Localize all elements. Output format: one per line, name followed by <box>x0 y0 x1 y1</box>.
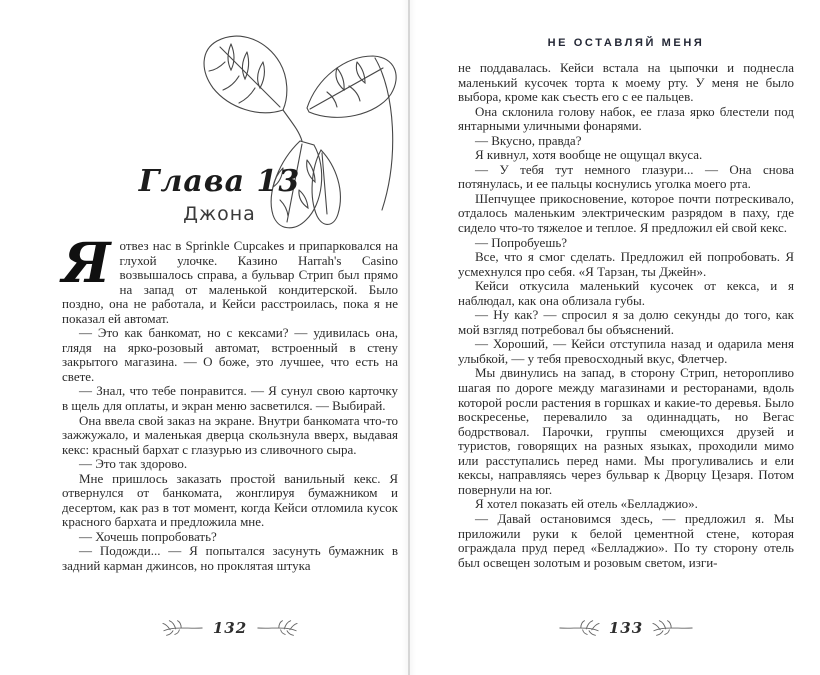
paragraph: Мы двинулись на запад, в сторону Стрип, неторопливо шагая по дороге между магазинами и ресторанами, вдоль которой росли растения в горшках и какие-то деревья. Было воскресенье, перевалило за одиннадцать, но Вегас бодрствовал. Парочки, группы смеющихся друзей и туристов, говорящих на разных языках, проходили мимо или расступались перед нами. Мы прогуливались и ели кексы, направляясь через бульвар к Дворцу Цезаря. Потом повернули на юг. <box>458 365 794 497</box>
chapter-title: Глава 13 <box>138 164 301 199</box>
right-page-text <box>458 61 794 570</box>
paragraph: — Это так здорово. <box>79 456 188 472</box>
paragraph: Все, что я смог сделать. Предложил ей попробовать. Я усмехнулся про себя. «Я Тарзан, ты Джейн». <box>458 249 794 279</box>
drop-cap: Я <box>62 230 111 295</box>
page-left <box>62 0 398 675</box>
chapter-subtitle: Джона <box>183 203 256 225</box>
page-right <box>458 0 794 675</box>
paragraph: — Давай остановимся здесь, — предложил я. Мы приложили руки к белой цементной стене, которая ограждала пруд перед «Белладжио». По ту сторону отель был освещен золотым и розовым светом, изги- <box>458 510 794 570</box>
left-page-footer <box>62 619 398 637</box>
paragraph: — Вкусно, правда? <box>475 132 582 148</box>
running-header: НЕ ОСТАВЛЯЙ МЕНЯ <box>547 37 705 49</box>
leaf-flourish-icon <box>558 620 600 636</box>
leaf-flourish-icon <box>652 620 694 636</box>
paragraph: Я хотел показать ей отель «Белладжио». <box>475 496 698 512</box>
paragraph: не поддавалась. Кейси встала на цыпочки и поднесла маленький кусочек торта к моему рту. У меня не было выбора, кроме как съесть его с ее пальцев. <box>458 60 794 105</box>
paragraph: Шепчущее прикосновение, которое почти потрескивало, отдалось маленьким электрическим разрядом в паху, где сидело что-то тяжелое и теплое. Я предложил ей свой кекс. <box>458 190 794 236</box>
paragraph: Она склонила голову набок, ее глаза ярко блестели под янтарными уличными фонарями. <box>458 103 794 134</box>
paragraph: — Знал, что тебе понравится. — Я сунул свою карточку в щель для оплаты, и экран меню засветился. — Выбирай. <box>62 383 398 414</box>
page-number-left: 132 <box>212 619 248 637</box>
paragraph: — Подожди... — Я попытался засунуть бумажник в задний карман джинсов, но проклятая штука <box>62 543 398 574</box>
paragraph: Я кивнул, хотя вообще не ощущал вкуса. <box>475 147 703 163</box>
paragraph: Яотвез нас в Sprinkle Cupcakes и припарковался на глухой улочке. Казино Harrah's Casino возвышалось справа, а бульвар Стрип был прямо на запад от маленькой кондитерской. Было поздно, она не работала, и Кейси расстроилась, пока я не показал ей автомат. <box>62 230 398 326</box>
paragraph: — Это как банкомат, но с кексами? — удивилась она, глядя на ярко-розовый автомат, встроенный в стену закрытого магазина. — О боже, это лучшее, что есть на свете. <box>62 325 398 384</box>
paragraph: Мне пришлось заказать простой ванильный кекс. Я отвернулся от банкомата, жонглируя бумажником и десертом, как раз в тот момент, когда Кейси отломила кусок красного бархата и предложила мне. <box>62 470 398 530</box>
paragraph: — У тебя тут немного глазури... — Она снова потянулась, и ее пальцы коснулись уголка моего рта. <box>458 161 794 192</box>
paragraph: — Попробуешь? <box>475 234 568 250</box>
paragraph: Она ввела свой заказ на экране. Внутри банкомата что-то зажжужало, и маленькая дверца скользнула вверх, выдавая кекс: красный бархат с глазурью из сливочного сыра. <box>62 412 398 457</box>
leaf-flourish-icon <box>162 620 204 636</box>
paragraph: — Ну как? — спросил я за долю секунды до того, как мой взгляд потребовал бы объяснений. <box>458 307 794 337</box>
monstera-line-art-illustration <box>187 0 407 235</box>
paragraph: — Хороший, — Кейси отступила назад и одарила меня улыбкой, — у тебя превосходный вкус, Флетчер. <box>458 336 794 366</box>
leaf-flourish-icon <box>256 620 298 636</box>
left-page-text <box>62 230 398 574</box>
page-gutter-divider <box>408 0 410 675</box>
page-number-right: 133 <box>608 619 644 637</box>
right-page-footer <box>458 619 794 637</box>
paragraph: — Хочешь попробовать? <box>79 528 217 544</box>
paragraph: Кейси откусила маленький кусочек от кекса, и я наблюдал, как она облизала губы. <box>458 278 794 308</box>
